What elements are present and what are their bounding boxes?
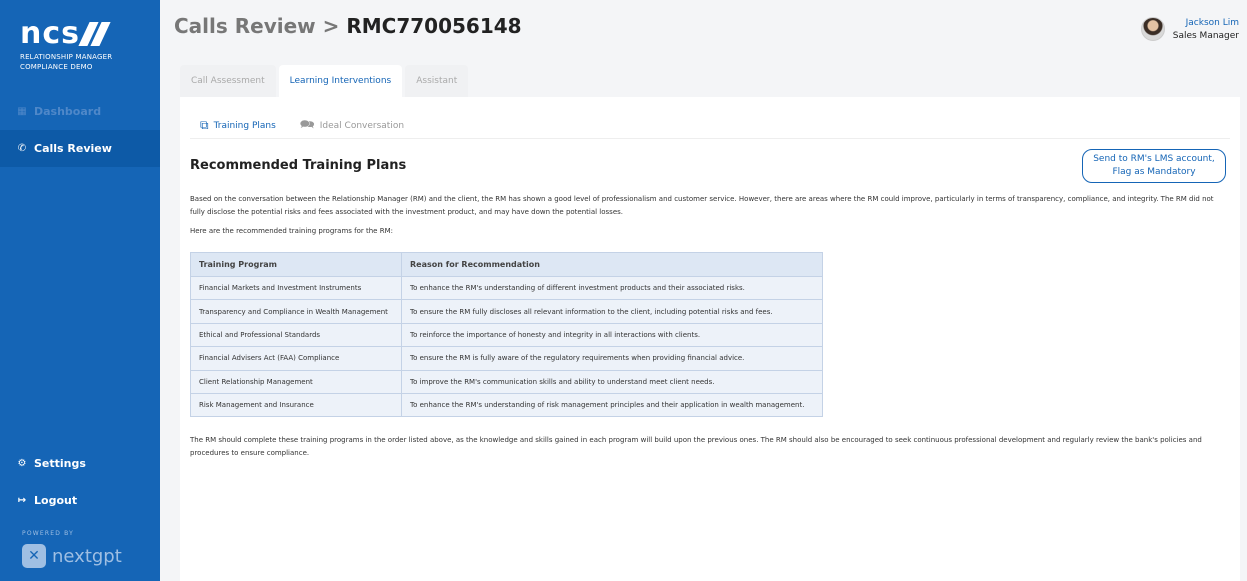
send-to-lms-button[interactable] xyxy=(1082,149,1226,183)
tab-learning-interventions[interactable]: Learning Interventions xyxy=(279,65,403,97)
reason-cell: To ensure the RM fully discloses all relevant information to the client, including potential risks and fees. xyxy=(402,300,823,323)
column-header: Reason for Recommendation xyxy=(402,253,823,277)
training-program-cell: Ethical and Professional Standards xyxy=(191,323,402,346)
user-role: Sales Manager xyxy=(1172,30,1239,41)
user-name: Jackson Lim xyxy=(1185,17,1239,28)
tab-call-assessment[interactable]: Call Assessment xyxy=(180,65,276,97)
divider xyxy=(190,138,1230,139)
training-program-cell: Financial Advisers Act (FAA) Compliance xyxy=(191,347,402,370)
intro-paragraph: Based on the conversation between the Relationship Manager (RM) and the client, the RM has shown a good level of professionalism and customer service. However, there are areas where the RM could improve, particularly in terms of transparency, compliance, and integrity. The RM did not fully disclose the potential risks and fees associated with the investment product, and may have down the potential losses. xyxy=(190,195,1214,216)
subtab-ideal-conversation[interactable] xyxy=(300,115,404,136)
outro-paragraph: The RM should complete these training programs in the order listed above, as the knowledge and skills gained in each program will build upon the previous ones. The RM should also be encouraged to seek continuous professional development and regularly review the bank's policies and procedures to ensure compliance. xyxy=(190,436,1202,457)
training-plans-table xyxy=(190,252,823,417)
training-program-cell: Client Relationship Management xyxy=(191,370,402,393)
sidebar-item-label: Logout xyxy=(34,494,78,507)
sidebar-item-calls-review[interactable] xyxy=(0,130,160,167)
reason-cell: To ensure the RM is fully aware of the regulatory requirements when providing financial advice. xyxy=(402,347,823,370)
gear-icon: ⚙ xyxy=(17,458,27,469)
logo-slash-icon xyxy=(84,22,105,46)
avatar[interactable] xyxy=(1141,17,1165,41)
training-program-cell: Risk Management and Insurance xyxy=(191,393,402,416)
nextgpt-logo-icon: ✕ xyxy=(22,544,46,568)
page-title xyxy=(174,14,522,38)
reason-cell: To improve the RM's communication skills and ability to understand meet client needs. xyxy=(402,370,823,393)
table-row xyxy=(191,393,823,416)
lead-paragraph: Here are the recommended training programs for the RM: xyxy=(190,227,393,235)
sidebar-item-logout[interactable] xyxy=(0,482,160,519)
sidebar-item-dashboard[interactable] xyxy=(0,93,160,130)
subtab-label: Ideal Conversation xyxy=(319,120,405,131)
grid-icon: ▦ xyxy=(17,106,27,117)
column-header: Training Program xyxy=(191,253,402,277)
phone-icon: ✆ xyxy=(17,143,27,154)
nextgpt-text: nextgpt xyxy=(52,545,122,567)
tab-assistant[interactable]: Assistant xyxy=(405,65,468,97)
training-program-cell: Transparency and Compliance in Wealth Management xyxy=(191,300,402,323)
table-row xyxy=(191,300,823,323)
logo-subtitle xyxy=(20,52,140,72)
table-row xyxy=(191,370,823,393)
training-program-cell: Financial Markets and Investment Instruments xyxy=(191,277,402,300)
send-button-line2: Flag as Mandatory xyxy=(1112,167,1196,177)
sub-tabs xyxy=(200,115,404,136)
sidebar-item-label: Settings xyxy=(34,457,86,470)
content-panel xyxy=(180,97,1240,581)
ncs-logo xyxy=(20,18,140,72)
table-row xyxy=(191,347,823,370)
breadcrumb-parent[interactable]: Calls Review > xyxy=(174,14,347,38)
copy-icon: ⧉ xyxy=(200,118,209,132)
nextgpt-brand xyxy=(22,544,122,568)
reason-cell: To reinforce the importance of honesty and integrity in all interactions with clients. xyxy=(402,323,823,346)
chat-bubbles-icon: 🗪 xyxy=(299,117,315,131)
logout-icon: ↦ xyxy=(17,495,27,506)
logo-text: ncs xyxy=(20,16,80,51)
subtab-training-plans[interactable] xyxy=(200,115,276,136)
sidebar-item-label: Calls Review xyxy=(34,142,112,155)
table-header-row xyxy=(191,253,823,277)
reason-cell: To enhance the RM's understanding of risk management principles and their application in wealth management. xyxy=(402,393,823,416)
powered-by-label: POWERED BY xyxy=(22,530,75,537)
main-tabs xyxy=(180,65,468,97)
sidebar xyxy=(0,0,160,581)
user-profile[interactable] xyxy=(1141,17,1239,41)
send-button-line1: Send to RM's LMS account, xyxy=(1093,154,1215,164)
sidebar-item-label: Dashboard xyxy=(34,105,102,118)
call-id: RMC770056148 xyxy=(346,14,522,38)
logo-subtitle-line1: RELATIONSHIP MANAGER xyxy=(20,53,113,61)
sidebar-item-settings[interactable] xyxy=(0,445,160,482)
table-row xyxy=(191,277,823,300)
table-row xyxy=(191,323,823,346)
subtab-label: Training Plans xyxy=(213,120,276,131)
logo-subtitle-line2: COMPLIANCE DEMO xyxy=(20,63,93,71)
reason-cell: To enhance the RM's understanding of different investment products and their associated risks. xyxy=(402,277,823,300)
section-title: Recommended Training Plans xyxy=(190,158,407,173)
